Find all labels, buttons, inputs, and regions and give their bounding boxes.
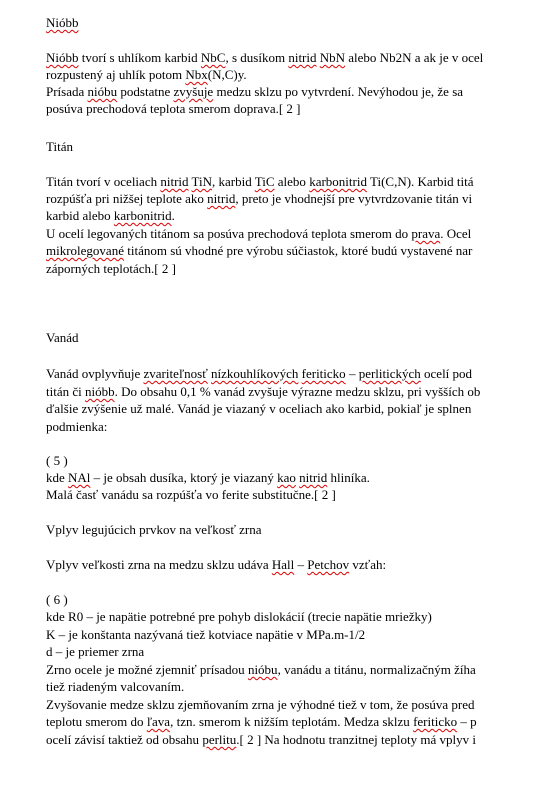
vplyv-line-8 [46, 732, 476, 748]
equation-number-5 [46, 453, 68, 469]
text-run: Vanád ovplyvňuje [46, 366, 144, 381]
spellcheck-word: nitrid [288, 50, 317, 65]
text-run: . Do obsahu 0,1 % vanád zvyšuje výrazne medzu sklzu, pri vyšších ob [114, 384, 481, 399]
text-run: ( 5 ) [46, 453, 68, 468]
text-run: Titán [46, 139, 73, 154]
vplyv-line-3 [46, 644, 144, 660]
text-run: Prísada [46, 84, 88, 99]
spellcheck-word: nitrid [207, 191, 236, 206]
spellcheck-word: Nbx [185, 67, 208, 82]
vanad-line-6 [46, 470, 370, 486]
vanad-line-2 [46, 384, 480, 400]
text-run: záporných teplotách.[ 2 ] [46, 261, 176, 276]
spellcheck-word: nióbu [87, 84, 118, 99]
niob-line-1 [46, 50, 483, 66]
text-run: , karbid [212, 174, 255, 189]
text-run: Vplyv legujúcich prvkov na veľkosť zrna [46, 522, 262, 537]
text-run: , tzn. smerom k nižším teplotám. Medza sklzu [170, 714, 414, 729]
spellcheck-word: perlitických [358, 366, 421, 381]
vanad-line-4 [46, 419, 107, 435]
text-run: , vanádu a titánu, normalizačným žíha [277, 662, 476, 677]
vanad-line-7 [46, 487, 336, 503]
text-run: Vanád [46, 330, 79, 345]
text-run: titánom sú vhodné pre výrobu súčiastok, ktoré budú vystavené nar [123, 243, 473, 258]
heading-vanad [46, 330, 79, 346]
text-run: Zrno ocele je možné zjemniť prísadou [46, 662, 248, 677]
text-run: titán či [46, 384, 85, 399]
vplyv-line-5 [46, 679, 184, 695]
spellcheck-word: nitrid [299, 470, 328, 485]
titan-line-6 [46, 261, 176, 277]
text-run: teplotu smerom do [46, 714, 147, 729]
vanad-line-1 [46, 366, 472, 382]
spellcheck-word: karbonitrid [309, 174, 367, 189]
text-run: . Ocel [440, 226, 472, 241]
text-run: tvorí s uhlíkom karbid [78, 50, 201, 65]
text-run: – p [457, 714, 477, 729]
text-run: (N,C)y. [207, 67, 247, 82]
text-run: ocelí pod [420, 366, 473, 381]
text-run: Titán tvorí v oceliach [46, 174, 161, 189]
text-run: vzťah: [349, 557, 387, 572]
vplyv-line-4 [46, 662, 476, 678]
heading-niob-text: Nióbb [46, 15, 79, 30]
titan-line-3 [46, 208, 175, 224]
spellcheck-word: zvariteľnosť [143, 366, 208, 381]
text-run: kde R0 – je napätie potrebné pre pohyb dislokácií (trecie napätie mriežky) [46, 609, 432, 624]
text-run: rozpúšťa pri nižšej teplote ako [46, 191, 208, 206]
text-run: ( 6 ) [46, 592, 68, 607]
spellcheck-word: nízkouhlíkových [211, 366, 299, 381]
text-run: ďalšie zvýšenie už malé. Vanád je viazaný v oceliach ako karbid, pokiaľ je splnen [46, 401, 472, 416]
spellcheck-word: perlitu [202, 732, 237, 747]
spellcheck-word: ľava [146, 714, 171, 729]
spellcheck-word: Hall [271, 557, 295, 572]
text-run: Malá časť vanádu sa rozpúšťa vo ferite substitučne.[ 2 ] [46, 487, 336, 502]
text-run: podstatne [117, 84, 174, 99]
spellcheck-word: karbonitrid [113, 208, 172, 223]
spellcheck-word: mikrolegované [46, 243, 124, 258]
text-run: tiež riadeným valcovaním. [46, 679, 185, 694]
text-run: medzu sklzu po vytvrdení. Nevýhodou je, že sa [213, 84, 464, 99]
spellcheck-word: NAl [68, 470, 91, 485]
text-run: .[ 2 ] Na hodnotu tranzitnej teploty má vplyv i [236, 732, 476, 747]
text-run: alebo Nb2N a ak je v ocel [345, 50, 484, 65]
text-run: podmienka: [46, 419, 108, 434]
spellcheck-word: nióbu [247, 662, 278, 677]
spellcheck-word: Petchov [307, 557, 350, 572]
vplyv-line-6 [46, 697, 475, 713]
spellcheck-word: NbC [200, 50, 226, 65]
text-run: , preto je vhodnejší pre vytvrdzovanie titán vi [235, 191, 473, 206]
spellcheck-word: zvyšuje [173, 84, 214, 99]
niob-line-2 [46, 67, 247, 83]
text-run: rozpustený aj uhlík potom [46, 67, 186, 82]
text-run: alebo [274, 174, 310, 189]
titan-line-5 [46, 243, 472, 259]
text-run: kde [46, 470, 69, 485]
spellcheck-word: feriticko [413, 714, 458, 729]
text-run: – je obsah dusíka, ktorý je viazaný [90, 470, 278, 485]
titan-line-4 [46, 226, 471, 242]
spellcheck-word: Nióbb [46, 50, 79, 65]
text-run: d – je priemer zrna [46, 644, 145, 659]
spellcheck-word: feriticko [301, 366, 346, 381]
spellcheck-word: nitrid [160, 174, 189, 189]
text-run: . [171, 208, 175, 223]
niob-line-4 [46, 101, 301, 117]
text-run: hliníka. [327, 470, 370, 485]
spellcheck-word: nióbb [85, 384, 115, 399]
text-run: Vplyv veľkosti zrna na medzu sklzu udáva [46, 557, 272, 572]
text-run: Ti(C,N). Karbid titá [366, 174, 474, 189]
spellcheck-word: TiC [254, 174, 275, 189]
vplyv-intro [46, 557, 386, 573]
text-run: Zvyšovanie medze sklzu zjemňovaním zrna je výhodné tiež v tom, že posúva pred [46, 697, 475, 712]
text-run: U ocelí legovaných titánom sa posúva prechodová teplota smerom do [46, 226, 412, 241]
text-run: – [294, 557, 308, 572]
spellcheck-word: prava [411, 226, 441, 241]
text-run: karbid alebo [46, 208, 114, 223]
heading-niob [46, 15, 79, 31]
spellcheck-word: NbN [319, 50, 346, 65]
text-run: ocelí závisí taktiež od obsahu [46, 732, 203, 747]
spellcheck-word: kao [277, 470, 296, 485]
text-run: – [345, 366, 359, 381]
niob-line-3 [46, 84, 463, 100]
heading-vplyv [46, 522, 262, 538]
text-run: posúva prechodová teplota smerom doprava.[ 2 ] [46, 101, 301, 116]
vanad-line-3 [46, 401, 471, 417]
vplyv-line-1 [46, 609, 432, 625]
vplyv-line-7 [46, 714, 477, 730]
equation-number-6 [46, 592, 68, 608]
heading-titan [46, 139, 73, 155]
text-run: , s dusíkom [225, 50, 289, 65]
titan-line-2 [46, 191, 472, 207]
titan-line-1 [46, 174, 474, 190]
vplyv-line-2 [46, 627, 365, 643]
text-run: K – je konštanta nazývaná tiež kotviace napätie v MPa.m-1/2 [46, 627, 366, 642]
spellcheck-word: TiN [191, 174, 213, 189]
